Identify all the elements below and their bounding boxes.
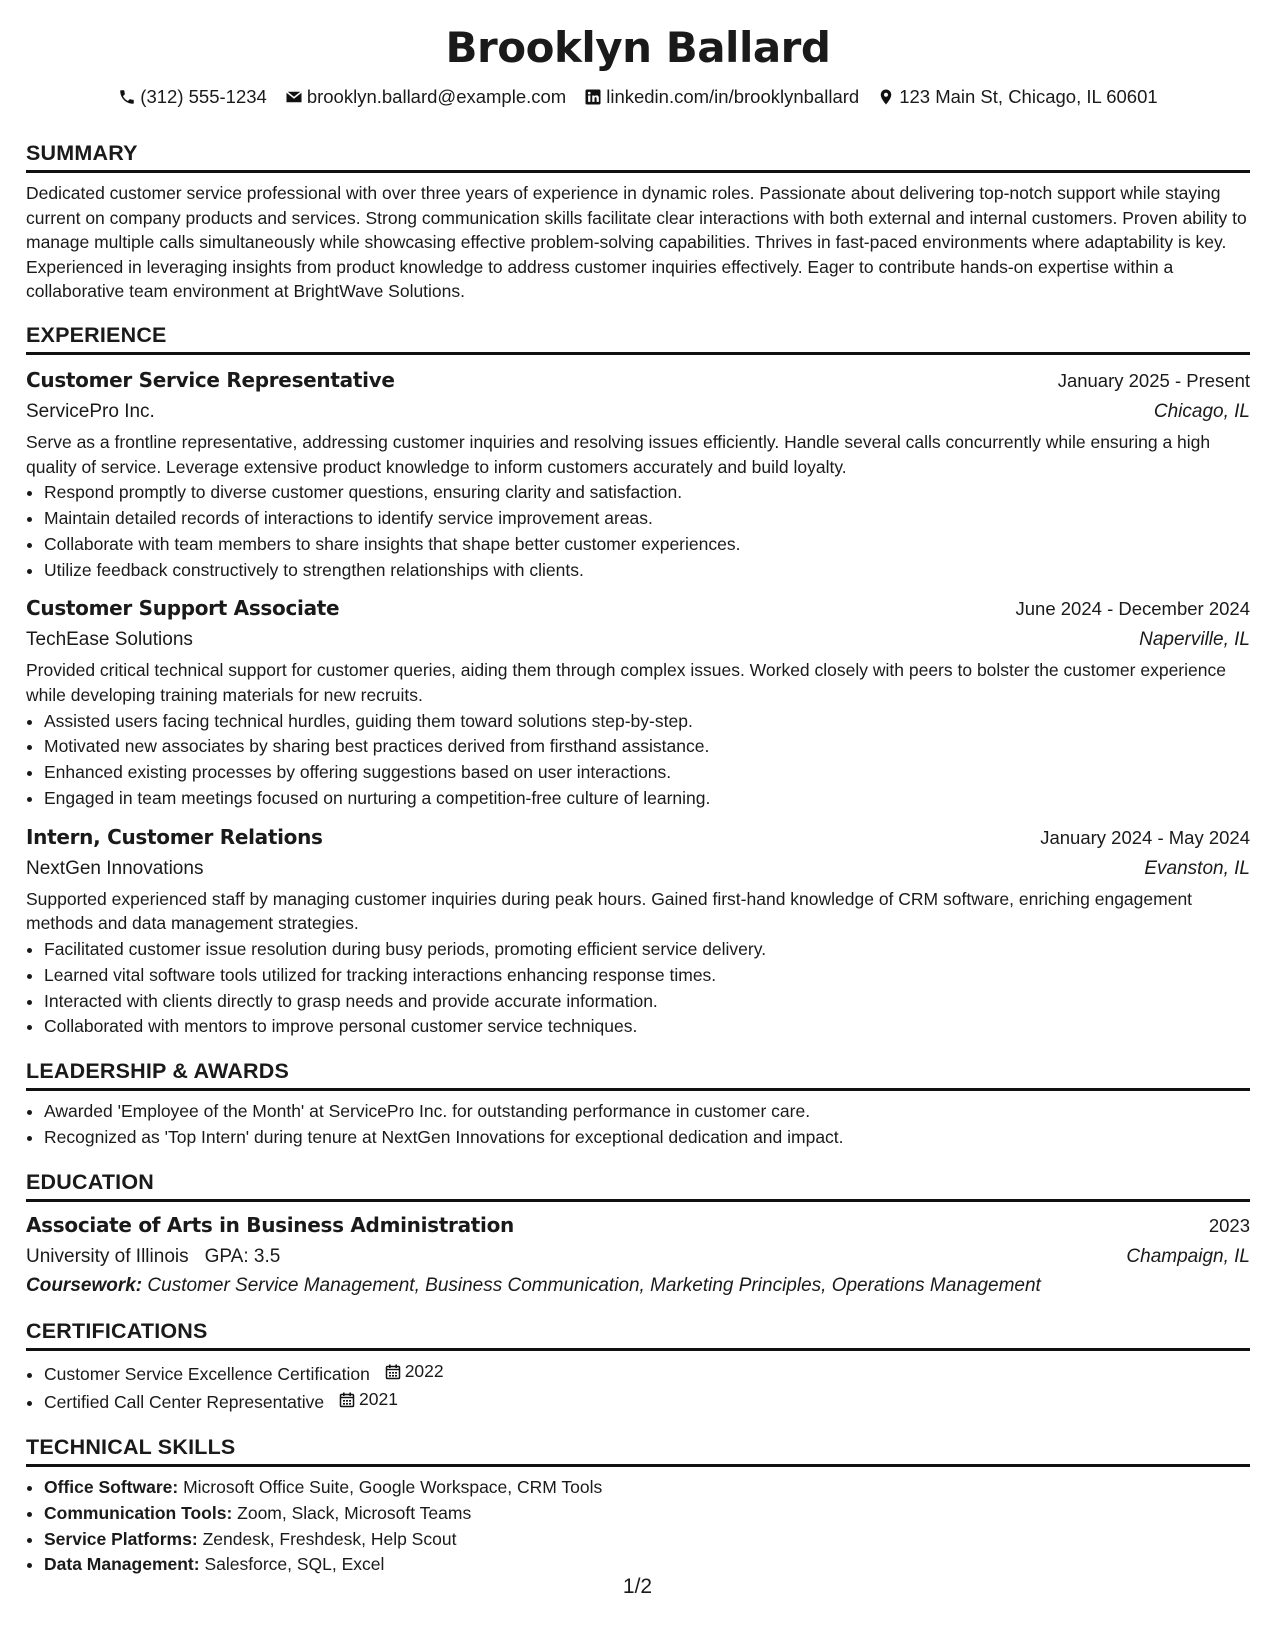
job-description: Supported experienced staff by managing customer inquiries during peak hours. Gained first-hand knowledge of CRM software, enriching engagement methods and data management strategies. — [26, 888, 1193, 934]
bullet-item: • Utilize feedback constructively to strengthen relationships with clients. — [44, 558, 1250, 584]
skill-value: Salesforce, SQL, Excel — [204, 1554, 385, 1575]
summary-text: Dedicated customer service professional with over three years of experience in dynamic roles. Passionate about delivering top-notch support while staying current on company products and services. Strong communication skills facilitate clear interactions with both external and internal customers. Proven ability to manage multiple calls simultaneously while showcasing effective problem-solving capabilities. Thrives in fast-paced environments where adaptability is key. Experienced in leveraging insights from product knowledge to address customer inquiries effectively. Eager to contribute hands-on expertise within a collaborative team environment at BrightWave Solutions. — [26, 183, 1247, 302]
job-dates: June 2024 - December 2024 — [1015, 598, 1250, 620]
bullet-item: • Interacted with clients directly to grasp needs and provide accurate information. — [44, 989, 1250, 1015]
award-item: • Recognized as 'Top Intern' during tenure at NextGen Innovations for exceptional dedication and impact. — [44, 1125, 1250, 1151]
job-description: Serve as a frontline representative, addressing customer inquiries and resolving issues efficiently. Handle several calls concurrently while ensuring a high quality of service. Leverage extensive product knowledge to inform customers accurately and build loyalty. — [26, 431, 1211, 477]
job-dates: January 2024 - May 2024 — [1040, 826, 1250, 848]
map-pin-icon — [877, 88, 895, 106]
resume-page — [26, 0, 1250, 1578]
job-bullets — [26, 480, 1250, 583]
skill-value: Zendesk, Freshdesk, Help Scout — [202, 1528, 457, 1549]
candidate-name: Brooklyn Ballard — [445, 23, 831, 72]
contact-bar — [26, 86, 1250, 108]
job-dates: January 2025 - Present — [1057, 369, 1250, 391]
company-name: NextGen Innovations — [26, 857, 204, 879]
school-location: Champaign, IL — [1126, 1245, 1250, 1267]
bullet-item: • Collaborate with team members to share insights that shape better customer experiences. — [44, 532, 1250, 558]
job-location: Naperville, IL — [1139, 629, 1250, 651]
skill-value: Zoom, Slack, Microsoft Teams — [237, 1502, 472, 1523]
job-entry — [26, 822, 1250, 1040]
school-name: University of Illinois — [26, 1245, 189, 1267]
company-name: ServicePro Inc. — [26, 400, 155, 422]
summary-section — [26, 140, 1250, 304]
cert-item — [44, 1387, 1250, 1416]
section-title: CERTIFICATIONS — [26, 1318, 1250, 1351]
linkedin-icon — [584, 88, 602, 106]
leadership-section — [26, 1058, 1250, 1151]
bullet-item: • Collaborated with mentors to improve personal customer service techniques. — [44, 1014, 1250, 1040]
contact-email[interactable] — [285, 86, 566, 108]
job-bullets — [26, 709, 1250, 812]
gpa: GPA: 3.5 — [204, 1245, 281, 1267]
graduation-year: 2023 — [1208, 1214, 1250, 1236]
contact-phone — [118, 86, 267, 108]
cert-year: 2022 — [404, 1360, 444, 1381]
section-title: TECHNICAL SKILLS — [26, 1434, 1250, 1467]
degree-title: Associate of Arts in Business Administration — [26, 1212, 514, 1237]
coursework-label: Coursework: — [26, 1274, 143, 1296]
skill-label: Service Platforms: — [44, 1528, 198, 1549]
job-title: Intern, Customer Relations — [26, 824, 323, 849]
job-location: Chicago, IL — [1153, 400, 1250, 422]
company-name: TechEase Solutions — [26, 629, 193, 651]
bullet-item: • Enhanced existing processes by offering suggestions based on user interactions. — [44, 760, 1250, 786]
award-item: • Awarded 'Employee of the Month' at ServicePro Inc. for outstanding performance in customer care. — [44, 1099, 1250, 1125]
section-title: EDUCATION — [26, 1169, 1250, 1202]
job-location: Evanston, IL — [1144, 857, 1250, 879]
job-entry — [26, 365, 1250, 583]
job-entry — [26, 593, 1250, 811]
page-number: 1/2 — [622, 1575, 653, 1598]
job-title: Customer Support Associate — [26, 596, 340, 621]
job-title: Customer Service Representative — [26, 367, 395, 392]
section-title: EXPERIENCE — [26, 322, 1250, 355]
calendar-icon — [339, 1392, 355, 1408]
bullet-item: • Engaged in team meetings focused on nurturing a competition-free culture of learning. — [44, 786, 1250, 812]
calendar-icon — [385, 1364, 401, 1380]
bullet-item: • Facilitated customer issue resolution during busy periods, promoting efficient service delivery. — [44, 937, 1250, 963]
section-title: SUMMARY — [26, 140, 1250, 173]
experience-section — [26, 322, 1250, 1040]
bullet-item: • Respond promptly to diverse customer questions, ensuring clarity and satisfaction. — [44, 480, 1250, 506]
skill-label: Data Management: — [44, 1554, 200, 1575]
email-link[interactable]: brooklyn.ballard@example.com — [306, 86, 567, 107]
award-list — [26, 1099, 1250, 1151]
certifications-section — [26, 1318, 1250, 1416]
coursework — [26, 1272, 1250, 1300]
job-description: Provided critical technical support for customer queries, aiding them through complex issues. Worked closely with peers to bolster the customer experience while developing training materials for new recruits. — [26, 660, 1226, 705]
skill-label: Office Software: — [44, 1477, 179, 1498]
skills-section — [26, 1434, 1250, 1578]
cert-list — [26, 1359, 1250, 1416]
skill-item — [44, 1527, 1250, 1553]
phone-text: (312) 555-1234 — [140, 86, 267, 107]
cert-item — [44, 1359, 1250, 1388]
bullet-item: • Assisted users facing technical hurdles, guiding them toward solutions step-by-step. — [44, 709, 1250, 735]
job-bullets — [26, 937, 1250, 1040]
cert-year: 2021 — [359, 1389, 398, 1410]
linkedin-link[interactable]: linkedin.com/in/brooklynballard — [606, 86, 860, 107]
skill-item — [44, 1501, 1250, 1527]
skill-label: Communication Tools: — [44, 1502, 233, 1523]
coursework-list: Customer Service Management, Business Communication, Marketing Principles, Operations Management — [147, 1274, 1041, 1296]
contact-address — [877, 86, 1158, 108]
section-title: LEADERSHIP & AWARDS — [26, 1058, 1250, 1091]
bullet-item: • Motivated new associates by sharing best practices derived from firsthand assistance. — [44, 734, 1250, 760]
skill-list — [26, 1475, 1250, 1578]
education-section — [26, 1169, 1250, 1300]
bullet-item: • Learned vital software tools utilized for tracking interactions enhancing response times. — [44, 963, 1250, 989]
address-text: 123 Main St, Chicago, IL 60601 — [899, 86, 1158, 107]
cert-name: Certified Call Center Representative — [44, 1392, 325, 1413]
bullet-item: • Maintain detailed records of interactions to identify service improvement areas. — [44, 506, 1250, 532]
phone-icon — [118, 88, 136, 106]
cert-name: Customer Service Excellence Certification — [44, 1363, 370, 1384]
contact-linkedin[interactable] — [584, 86, 859, 108]
envelope-icon — [285, 88, 303, 106]
skill-item — [44, 1475, 1250, 1501]
skill-value: Microsoft Office Suite, Google Workspace, CRM Tools — [183, 1477, 603, 1498]
